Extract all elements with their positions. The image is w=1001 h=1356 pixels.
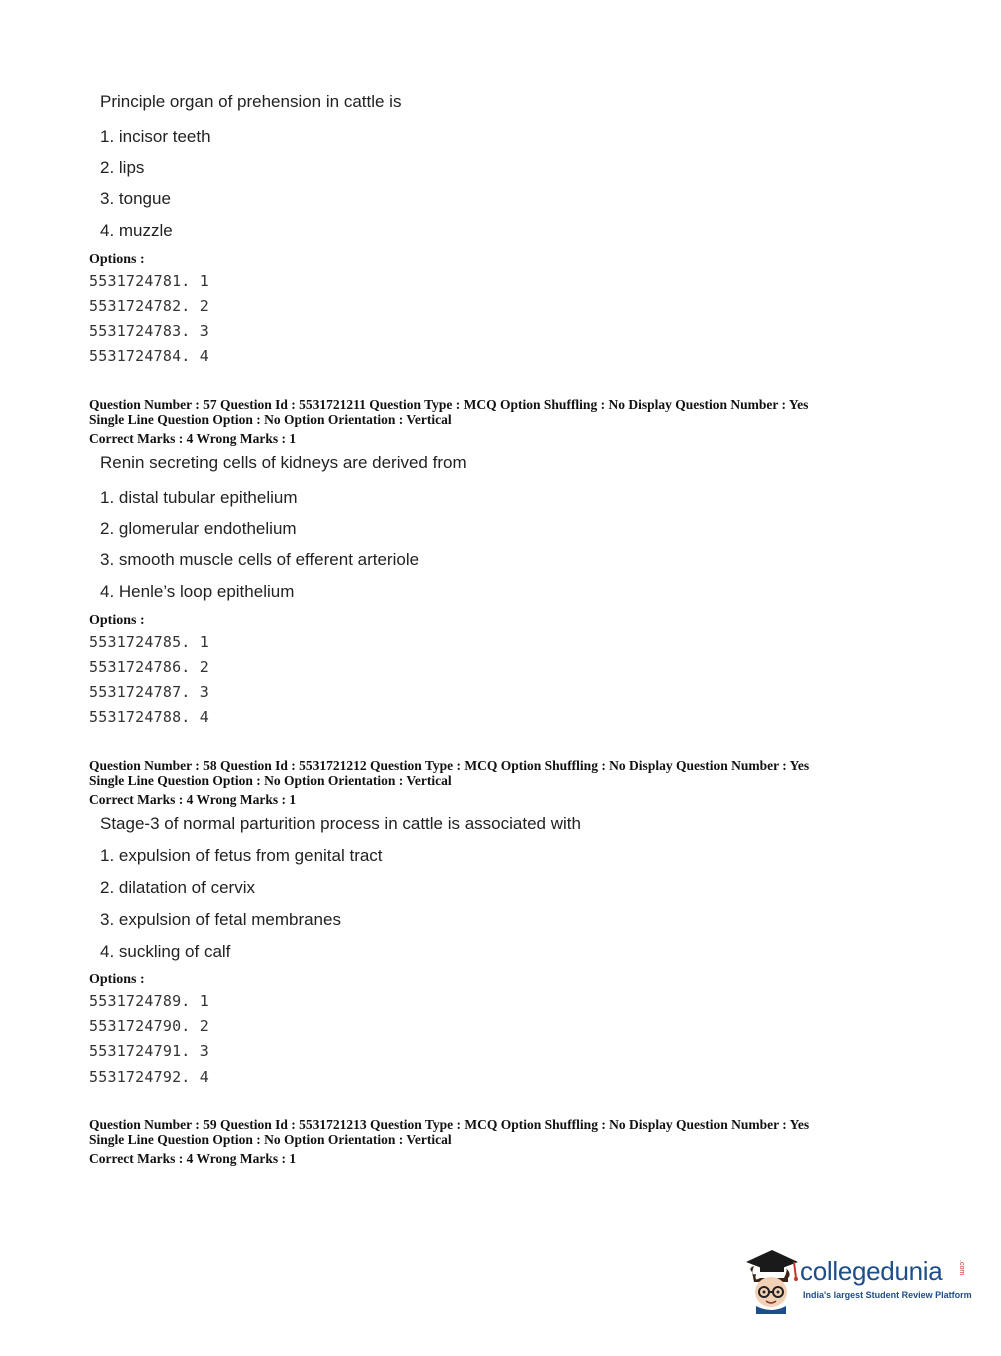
question-text: Principle organ of prehension in cattle is xyxy=(100,92,402,111)
option-id-1: 5531724781. 1 xyxy=(89,272,209,290)
question-marks: Correct Marks : 4 Wrong Marks : 1 xyxy=(89,792,297,807)
question-meta-line2: Single Line Question Option : No Option Orientation : Vertical xyxy=(89,412,452,427)
question-text: Stage-3 of normal parturition process in cattle is associated with xyxy=(100,814,581,833)
question-marks: Correct Marks : 4 Wrong Marks : 1 xyxy=(89,1151,297,1166)
option-id-2: 5531724782. 2 xyxy=(89,297,209,315)
logo-com: .com xyxy=(958,1260,965,1276)
options-label: Options : xyxy=(89,252,145,267)
logo-tagline: India's largest Student Review Platform xyxy=(803,1290,972,1300)
question-meta-line2: Single Line Question Option : No Option Orientation : Vertical xyxy=(89,1132,452,1147)
choice-4: 4. Henle’s loop epithelium xyxy=(100,582,295,601)
option-id-1: 5531724789. 1 xyxy=(89,992,209,1010)
option-id-3: 5531724787. 3 xyxy=(89,683,209,701)
question-meta-line2: Single Line Question Option : No Option Orientation : Vertical xyxy=(89,773,452,788)
option-id-4: 5531724788. 4 xyxy=(89,708,209,726)
choice-3: 3. tongue xyxy=(100,189,171,208)
mascot-icon xyxy=(742,1248,800,1314)
choice-3: 3. smooth muscle cells of efferent arteriole xyxy=(100,550,420,569)
question-meta-line1: Question Number : 58 Question Id : 5531721212 Question Type : MCQ Option Shuffling : No Display Question Number : Yes xyxy=(89,758,810,773)
question-meta-line1: Question Number : 57 Question Id : 5531721211 Question Type : MCQ Option Shuffling : No Display Question Number : Yes xyxy=(89,397,809,412)
choice-4: 4. suckling of calf xyxy=(100,942,231,961)
option-id-4: 5531724784. 4 xyxy=(89,347,209,365)
question-meta-line1: Question Number : 59 Question Id : 5531721213 Question Type : MCQ Option Shuffling : No Display Question Number : Yes xyxy=(89,1117,810,1132)
options-label: Options : xyxy=(89,972,145,987)
question-text: Renin secreting cells of kidneys are derived from xyxy=(100,453,467,472)
option-id-3: 5531724783. 3 xyxy=(89,322,209,340)
option-id-2: 5531724790. 2 xyxy=(89,1017,209,1035)
choice-2: 2. lips xyxy=(100,158,145,177)
options-label: Options : xyxy=(89,613,145,628)
choice-3: 3. expulsion of fetal membranes xyxy=(100,910,341,929)
choice-1: 1. expulsion of fetus from genital tract xyxy=(100,846,383,865)
option-id-2: 5531724786. 2 xyxy=(89,658,209,676)
option-id-1: 5531724785. 1 xyxy=(89,633,209,651)
choice-2: 2. glomerular endothelium xyxy=(100,519,297,538)
choice-4: 4. muzzle xyxy=(100,221,173,240)
question-marks: Correct Marks : 4 Wrong Marks : 1 xyxy=(89,431,297,446)
option-id-4: 5531724792. 4 xyxy=(89,1068,209,1086)
choice-1: 1. distal tubular epithelium xyxy=(100,488,298,507)
option-id-3: 5531724791. 3 xyxy=(89,1042,209,1060)
logo-wordmark: collegedunia xyxy=(800,1256,943,1286)
collegedunia-logo xyxy=(742,1248,972,1318)
choice-1: 1. incisor teeth xyxy=(100,127,211,146)
choice-2: 2. dilatation of cervix xyxy=(100,878,255,897)
